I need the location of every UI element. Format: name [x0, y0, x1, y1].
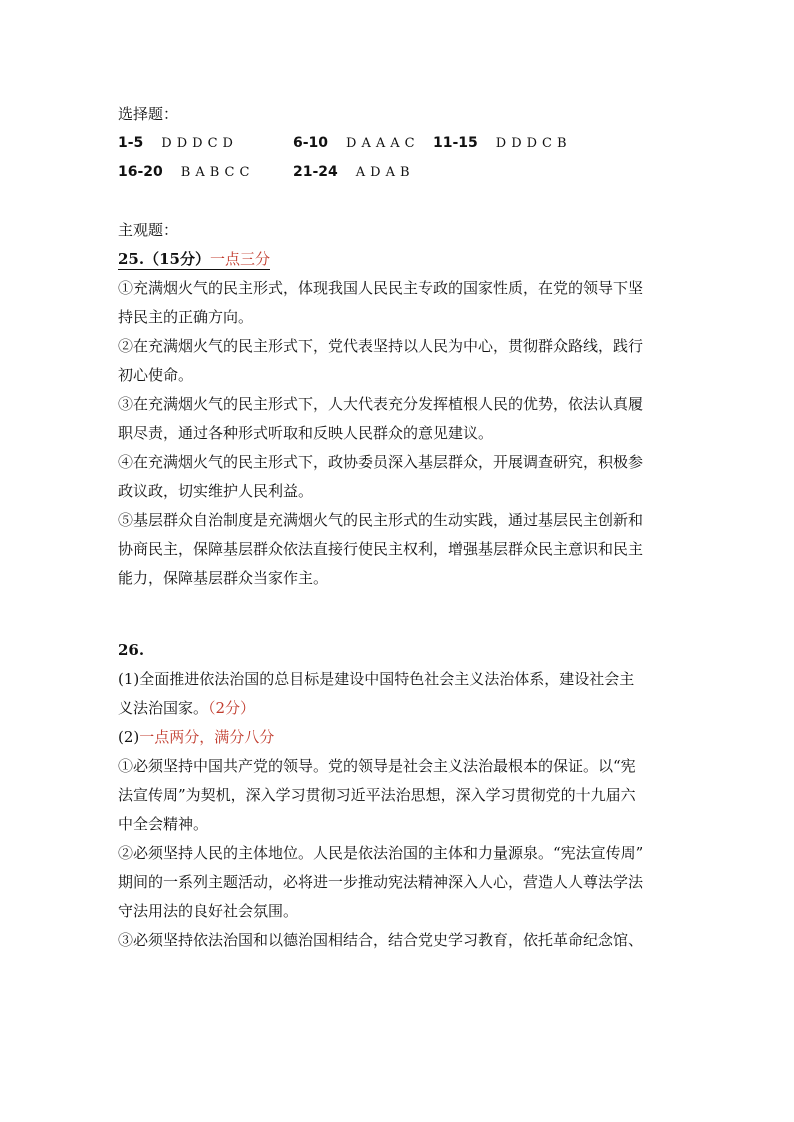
- mc-answers: DDDCD: [161, 136, 238, 151]
- mc-answers: DDDCB: [495, 136, 572, 151]
- mc-group: [293, 158, 433, 187]
- mc-answers: ADAB: [355, 165, 415, 180]
- mc-answers: DAAAC: [346, 136, 420, 151]
- q25-line: ①充满烟火气的民主形式，体现我国人民民主专政的国家性质，在党的领导下坚: [118, 279, 644, 297]
- mc-group: [293, 129, 433, 158]
- mc-group: [433, 129, 608, 158]
- mc-row-1: [118, 129, 678, 158]
- answer-key-content: [118, 100, 678, 955]
- q25-line: ③在充满烟火气的民主形式下，人大代表充分发挥植根人民的优势，依法认真履: [118, 395, 644, 413]
- q26-line: ③必须坚持依法治国和以德治国相结合，结合党史学习教育，依托革命纪念馆、: [118, 931, 644, 949]
- spacer: [118, 622, 678, 636]
- mc-range: 1-5: [118, 135, 144, 151]
- subjective-title: 主观题：: [118, 221, 179, 239]
- q25-line: 能力，保障基层群众当家作主。: [118, 569, 329, 587]
- q26-line: ①必须坚持中国共产党的领导。党的领导是社会主义法治最根本的保证。以“宪: [118, 757, 636, 775]
- q25-heading-underline: [118, 249, 270, 270]
- q26-part2-note: 一点两分，满分八分: [139, 728, 275, 746]
- q26-line: 期间的一系列主题活动，必将进一步推动宪法精神深入人心，营造人人尊法学法: [118, 873, 644, 891]
- q25-answer-lines: [118, 274, 678, 593]
- q26-line: 法宣传周”为契机，深入学习贯彻习近平法治思想，深入学习贯彻党的十九届六: [118, 786, 636, 804]
- q26-header: 26.: [118, 641, 145, 659]
- mc-row-2: [118, 158, 678, 187]
- q25-line: 政议政，切实维护人民利益。: [118, 482, 314, 500]
- q26-part2-heading: [118, 723, 678, 752]
- q25-line: ②在充满烟火气的民主形式下，党代表坚持以人民为中心，贯彻群众路线，践行: [118, 337, 644, 355]
- q26-part1-line1: (1)全面推进依法治国的总目标是建设中国特色社会主义法治体系，建设社会主: [118, 670, 635, 688]
- mc-group: [118, 158, 293, 187]
- q25-line: 初心使命。: [118, 366, 194, 384]
- q25-line: 持民主的正确方向。: [118, 308, 254, 326]
- q26-line: ②必须坚持人民的主体地位。人民是依法治国的主体和力量源泉。“宪法宣传周”: [118, 844, 644, 862]
- spacer: [118, 593, 678, 622]
- q25-heading: [118, 245, 678, 274]
- q25-line: ④在充满烟火气的民主形式下，政协委员深入基层群众，开展调查研究，积极参: [118, 453, 644, 471]
- q26-part1-score: （2分）: [208, 699, 256, 717]
- q25-line: 职尽责，通过各种形式听取和反映人民群众的意见建议。: [118, 424, 494, 442]
- q25-line: ⑤基层群众自治制度是充满烟火气的民主形式的生动实践，通过基层民主创新和: [118, 511, 644, 529]
- q26-line: 中全会精神。: [118, 815, 209, 833]
- q26-part2-label: (2): [118, 728, 140, 746]
- q25-header: 25.（15分）: [118, 250, 210, 268]
- q26-part1-text: 义法治国家。: [118, 699, 209, 717]
- spacer: [118, 187, 678, 216]
- q26-answer-lines: [118, 752, 678, 955]
- mc-range: 21-24: [293, 164, 338, 180]
- mc-range: 6-10: [293, 135, 329, 151]
- mc-range: 16-20: [118, 164, 163, 180]
- q25-line: 协商民主，保障基层群众依法直接行使民主权利，增强基层群众民主意识和民主: [118, 540, 644, 558]
- q26-part1-line2: [118, 694, 678, 723]
- q26-line: 守法用法的良好社会氛围。: [118, 902, 299, 920]
- mc-range: 11-15: [433, 135, 478, 151]
- mc-group: [118, 129, 293, 158]
- mc-answers: BABCC: [180, 165, 255, 180]
- mc-title: 选择题：: [118, 105, 179, 123]
- q25-scoring-note: 一点三分: [209, 250, 270, 268]
